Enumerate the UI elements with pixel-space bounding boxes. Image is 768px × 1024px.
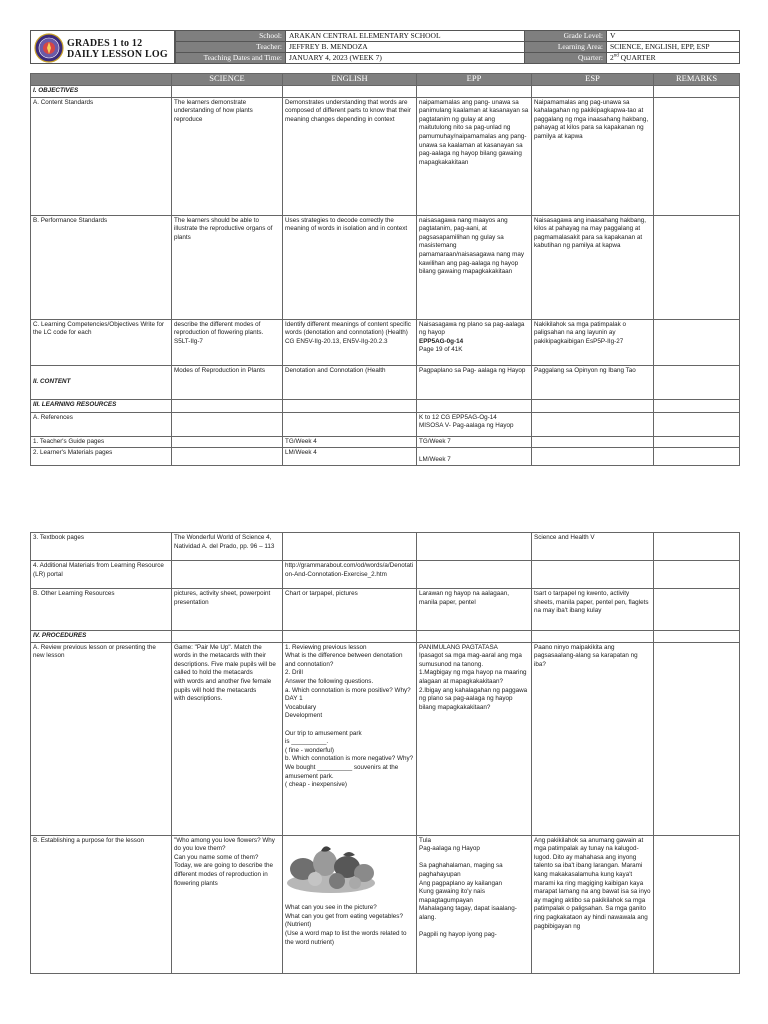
cell-english: Demonstrates understanding that words are composed of different parts to know that their meaning changes depending in context — [283, 97, 417, 215]
cell-english: LM/Week 4 — [283, 448, 417, 466]
cell-science — [172, 561, 283, 589]
table-row-competencies — [31, 319, 740, 365]
column-header-esp: ESP — [532, 74, 654, 86]
table-row-additional-materials — [31, 561, 740, 589]
cell-esp: Ang pakikilahok sa anumang gawain at mga patimpalak ay tunay na kalugod-lugod. Dito ay mahahasa ang inyong talento sa iba't ibang larangan. Marami kang makakasalamuha kung kaya't marami ka ring magiging kaibigan kaya marapat lamang na ang bawat isa sa inyo ay maging aktibo sa pakikilahok sa mga patimpalak o paligsahan. Sa mga ganito ring pagkakataon ay hindi nawawala ang pagbibigayan ng — [532, 835, 654, 973]
quarter-number: 2 — [610, 53, 614, 62]
dates-value: JANUARY 4, 2023 (WEEK 7) — [286, 53, 525, 64]
log-title — [67, 38, 168, 60]
deped-seal-icon — [34, 33, 64, 63]
cell-remarks — [654, 448, 740, 466]
grade-value: V — [607, 31, 740, 42]
table-row-lm-pages — [31, 448, 740, 466]
row-label: 1. Teacher's Guide pages — [31, 436, 172, 448]
cell-esp — [532, 436, 654, 448]
cell-epp: LM/Week 7 — [417, 448, 532, 466]
area-value: SCIENCE, ENGLISH, EPP, ESP — [607, 42, 740, 53]
teacher-label: Teacher: — [176, 42, 286, 53]
cell-remarks — [654, 533, 740, 561]
cell-science: Modes of Reproduction in Plants — [172, 365, 283, 399]
row-label: A. References — [31, 412, 172, 436]
cell-esp: Paano ninyo maipakikita ang pagsasaalang-alang sa karapatan ng iba? — [532, 642, 654, 835]
cell-esp: Paggalang sa Opinyon ng Ibang Tao — [532, 365, 654, 399]
cell-science: describe the different modes of reproduction of flowering plants. S5LT-IIg-7 — [172, 319, 283, 365]
table-row-content-standards — [31, 97, 740, 215]
cell-science: "Who among you love flowers? Why do you love them? Can you name some of them? Today, we are going to describe the different modes of reproduction in flowering plants — [172, 835, 283, 973]
cell-remarks — [654, 365, 740, 399]
school-value: ARAKAN CENTRAL ELEMENTARY SCHOOL — [286, 31, 525, 42]
table-row-content — [31, 365, 740, 399]
dates-label: Teaching Dates and Time: — [176, 53, 286, 64]
row-label: A. Review previous lesson or presenting the new lesson — [31, 642, 172, 835]
cell-english: 1. Reviewing previous lesson What is the difference between denotation and connotation? 2. Drill Answer the following questions. a. Which connotation is more positive? Why? DAY 1 Vocabulary Development Our trip to amusement park is __________. ( fine - wonderful) b. Which connotation is more negative? Why? We bought __________ souvenirs at the amusement park. ( cheap - inexpensive) — [283, 642, 417, 835]
cell-esp: Science and Health V — [532, 533, 654, 561]
cell-english — [283, 533, 417, 561]
row-label: C. Learning Competencies/Objectives Write for the LC code for each — [31, 319, 172, 365]
row-label: B. Performance Standards — [31, 215, 172, 319]
cell-epp: TG/Week 7 — [417, 436, 532, 448]
cell-esp: Nakikilahok sa mga patimpalak o paligsahan na ang layunin ay pakikipagkaibigan EsP5P-IIg-27 — [532, 319, 654, 365]
table-row-references — [31, 412, 740, 436]
table-row-other-resources — [31, 589, 740, 631]
section-row-objectives — [31, 86, 740, 98]
table-row-textbook — [31, 533, 740, 561]
epp-code: EPP5AG-0g-14 — [419, 337, 464, 345]
cell-esp: Naisasagawa ang inaasahang hakbang, kilos at pahayag na may paggalang at pagmamalasakit para sa kapakanan at kabutihan ng pamilya at kapwa — [532, 215, 654, 319]
cell-remarks — [654, 97, 740, 215]
cell-science: Game: "Pair Me Up". Match the words in the metacards with their descriptions. Five male pupils will be called to hold the metacards with words and another five female pupils will hold the metacards with descriptions. — [172, 642, 283, 835]
epp-competency: Naisasagawa ng plano sa pag-aalaga ng hayop — [419, 320, 525, 337]
quarter-label: Quarter: — [525, 53, 607, 64]
cell-remarks — [654, 319, 740, 365]
cell-english: TG/Week 4 — [283, 436, 417, 448]
cell-epp: K to 12 CG EPP5AG-Og-14 MISOSA V- Pag-aalaga ng Hayop — [417, 412, 532, 436]
cell-science — [172, 448, 283, 466]
table-row-purpose — [31, 835, 740, 973]
row-label: A. Content Standards — [31, 97, 172, 215]
area-label: Learning Area: — [525, 42, 607, 53]
log-title-line2: DAILY LESSON LOG — [67, 49, 168, 60]
cell-science — [172, 436, 283, 448]
logo-box — [30, 30, 175, 64]
cell-esp — [532, 412, 654, 436]
cell-remarks — [654, 642, 740, 835]
column-header-epp: EPP — [417, 74, 532, 86]
cell-epp: PANIMULANG PAGTATASA Ipasagot sa mga mag-aaral ang mga sumusunod na tanong. 1.Magbigay ng mga hayop na maaring alagaan at mapagkakakitaan? 2.Ibigay ang kahalagahan ng paggawa ng plano sa pag-aalaga ng hayop bilang mapagkakakitaan? — [417, 642, 532, 835]
english-purpose-text: What can you see in the picture? What can you get from eating vegetables? (Nutrient) (Use a word map to list the words related to the word nutrient) — [285, 904, 407, 946]
cell-epp: naisasagawa nang maayos ang pagtatanim, pag-aani, at pagsasapamilihan ng gulay sa masistemang pamamaraan/naisasagawa nang may kawilihan ang pag-aalaga ng hayop bilang gawaing mapagkakakitaan — [417, 215, 532, 319]
lesson-table-page1 — [30, 73, 740, 466]
epp-page: Page 19 of 41K — [419, 346, 463, 354]
cell-esp — [532, 448, 654, 466]
row-label: B. Other Learning Resources — [31, 589, 172, 631]
column-header-row — [31, 74, 740, 86]
table-row-review — [31, 642, 740, 835]
table-row-tg-pages — [31, 436, 740, 448]
quarter-word: QUARTER — [618, 53, 656, 62]
cell-science: pictures, activity sheet, powerpoint presentation — [172, 589, 283, 631]
cell-epp — [417, 319, 532, 365]
quarter-value — [607, 53, 740, 64]
section-row-learning-resources — [31, 399, 740, 412]
cell-esp: tsart o tarpapel ng kwento, activity sheets, manila paper, pentel pen, flaglets na may iba't ibang kulay — [532, 589, 654, 631]
cell-english — [283, 835, 417, 973]
section-label-procedures: IV. PROCEDURES — [31, 631, 172, 643]
cell-english: Identify different meanings of content specific words (denotation and connotation) (Health) CG EN5V-IIg-20.13, EN5V-IIg-20.2.3 — [283, 319, 417, 365]
cell-remarks — [654, 412, 740, 436]
cell-epp: Pagpaplano sa Pag- aalaga ng Hayop — [417, 365, 532, 399]
column-header-blank — [31, 74, 172, 86]
lesson-table-page2 — [30, 532, 740, 974]
cell-science — [172, 412, 283, 436]
section-label-content: II. CONTENT — [31, 365, 172, 399]
cell-science: The learners should be able to illustrate the reproductive organs of plants — [172, 215, 283, 319]
cell-english: http://grammarabout.com/od/words/a/Denotation-And-Connotation-Exercise_2.htm — [283, 561, 417, 589]
school-label: School: — [176, 31, 286, 42]
cell-science: The Wonderful World of Science 4, Natividad A. del Prado, pp. 96 – 113 — [172, 533, 283, 561]
cell-english: Denotation and Connotation (Health — [283, 365, 417, 399]
cell-epp — [417, 561, 532, 589]
cell-remarks — [654, 835, 740, 973]
header-info-table — [175, 30, 740, 64]
cell-epp: naipamamalas ang pang- unawa sa panimulang kaalaman at kasanayan sa pagtatanim ng gulay at ang maitutulong nito sa pag-unlad ng pamumuhay/naipamamalas ang pang-unawa sa kaalaman at kasanayan sa pag-aalaga ng hayop bilang gawaing mapagkakakitaan — [417, 97, 532, 215]
cell-remarks — [654, 589, 740, 631]
section-row-procedures — [31, 631, 740, 643]
cell-english — [283, 412, 417, 436]
cell-epp: Larawan ng hayop na aalagaan, manila paper, pentel — [417, 589, 532, 631]
column-header-english: ENGLISH — [283, 74, 417, 86]
row-label: 3. Textbook pages — [31, 533, 172, 561]
section-label-objectives: I. OBJECTIVES — [31, 86, 172, 98]
cell-remarks — [654, 561, 740, 589]
row-label: 4. Additional Materials from Learning Resource (LR) portal — [31, 561, 172, 589]
table-row-performance-standards — [31, 215, 740, 319]
cell-science: The learners demonstrate understanding of how plants reproduce — [172, 97, 283, 215]
log-title-line1: GRADES 1 to 12 — [67, 38, 143, 49]
cell-esp: Naipamamalas ang pag-unawa sa kahalagahan ng pakikipagkapwa-tao at paggalang ng mga inaasahang hakbang, pahayag at kilos para sa kapakanan ng pamilya at kapwa — [532, 97, 654, 215]
cell-english: Uses strategies to decode correctly the meaning of words in isolation and in context — [283, 215, 417, 319]
cell-remarks — [654, 215, 740, 319]
column-header-remarks: REMARKS — [654, 74, 740, 86]
vegetables-picture — [285, 839, 377, 895]
grade-label: Grade Level: — [525, 31, 607, 42]
cell-remarks — [654, 436, 740, 448]
column-header-science: SCIENCE — [172, 74, 283, 86]
cell-epp — [417, 533, 532, 561]
quarter-suffix: nd — [613, 53, 619, 59]
teacher-value: JEFFREY B. MENDOZA — [286, 42, 525, 53]
row-label: 2. Learner's Materials pages — [31, 448, 172, 466]
cell-epp: Tula Pag-aalaga ng Hayop Sa paghahalaman, maging sa paghahayupan Ang pagpaplano ay kailangan Kung gawaing ito'y nais mapagtagumpayan Mahalagang tagay, dapat isaalang- alang. Pagpili ng hayop iyong pag- — [417, 835, 532, 973]
cell-english: Chart or tarpapel, pictures — [283, 589, 417, 631]
section-label-learning-resources: III. LEARNING RESOURCES — [31, 399, 172, 412]
lesson-log-header — [30, 30, 739, 64]
row-label: B. Establishing a purpose for the lesson — [31, 835, 172, 973]
cell-esp — [532, 561, 654, 589]
